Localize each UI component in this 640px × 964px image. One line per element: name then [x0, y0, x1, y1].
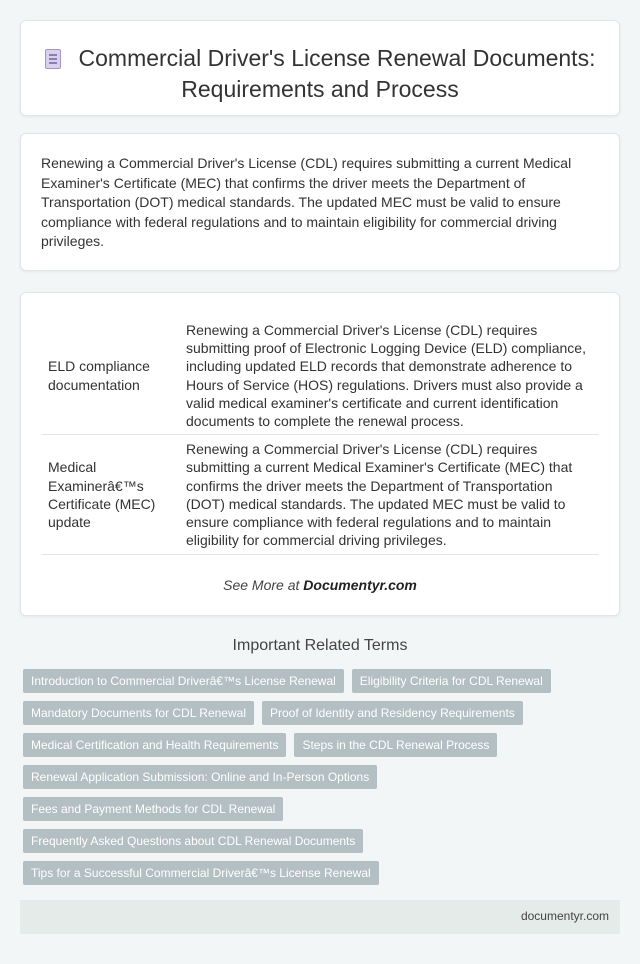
table-term-cell: ELD compliance documentation	[42, 317, 180, 435]
table-term-cell: Medical Examinerâ€™s Certificate (MEC) update	[42, 435, 180, 555]
table-row	[42, 317, 599, 435]
documents-table-card	[20, 292, 620, 616]
table-row	[42, 435, 599, 555]
related-term-tag[interactable]: Mandatory Documents for CDL Renewal	[23, 701, 254, 725]
page-title-text: Commercial Driver's License Renewal Documents: Requirements and Process	[78, 45, 596, 102]
page-title	[21, 43, 619, 105]
related-term-tag[interactable]: Frequently Asked Questions about CDL Renewal Documents	[23, 829, 363, 853]
table-description-cell: Renewing a Commercial Driver's License (CDL) requires submitting a current Medical Examiner's Certificate (MEC) that confirms the driver meets the Department of Transportation (DOT) medical standards. The updated MEC must be valid to ensure compliance with federal regulations and to maintain eligibility for commercial driving privileges.	[180, 435, 599, 555]
related-terms-list	[23, 669, 583, 885]
related-terms-heading: Important Related Terms	[232, 637, 408, 654]
related-term-tag[interactable]: Introduction to Commercial Driverâ€™s License Renewal	[23, 669, 344, 693]
related-term-tag[interactable]: Medical Certification and Health Requirements	[23, 733, 286, 757]
intro-paragraph: Renewing a Commercial Driver's License (CDL) requires submitting a current Medical Examiner's Certificate (MEC) that confirms the driver meets the Department of Transportation (DOT) medical standards. The updated MEC must be valid to ensure compliance with federal regulations and to maintain eligibility for commercial driving privileges.	[41, 155, 572, 249]
related-term-tag[interactable]: Eligibility Criteria for CDL Renewal	[352, 669, 551, 693]
see-more-prefix: See More at	[223, 577, 304, 593]
related-term-tag[interactable]: Fees and Payment Methods for CDL Renewal	[23, 797, 283, 821]
footer	[20, 900, 620, 934]
see-more-link[interactable]	[21, 577, 619, 593]
document-icon	[45, 49, 61, 69]
related-term-tag[interactable]: Tips for a Successful Commercial Driverâ€™s License Renewal	[23, 861, 379, 885]
documents-table	[42, 317, 599, 555]
related-term-tag[interactable]: Renewal Application Submission: Online and In-Person Options	[23, 765, 377, 789]
intro-card	[20, 133, 620, 271]
title-card	[20, 20, 620, 116]
see-more-site[interactable]: Documentyr.com	[303, 577, 417, 593]
table-description-cell: Renewing a Commercial Driver's License (CDL) requires submitting proof of Electronic Logging Device (ELD) compliance, including updated ELD records that demonstrate adherence to Hours of Service (HOS) regulations. Drivers must also provide a valid medical examiner's certificate and current identification documents to complete the renewal process.	[180, 317, 599, 435]
related-term-tag[interactable]: Proof of Identity and Residency Requirements	[262, 701, 523, 725]
related-term-tag[interactable]: Steps in the CDL Renewal Process	[294, 733, 497, 757]
footer-site-link[interactable]: documentyr.com	[520, 909, 609, 923]
